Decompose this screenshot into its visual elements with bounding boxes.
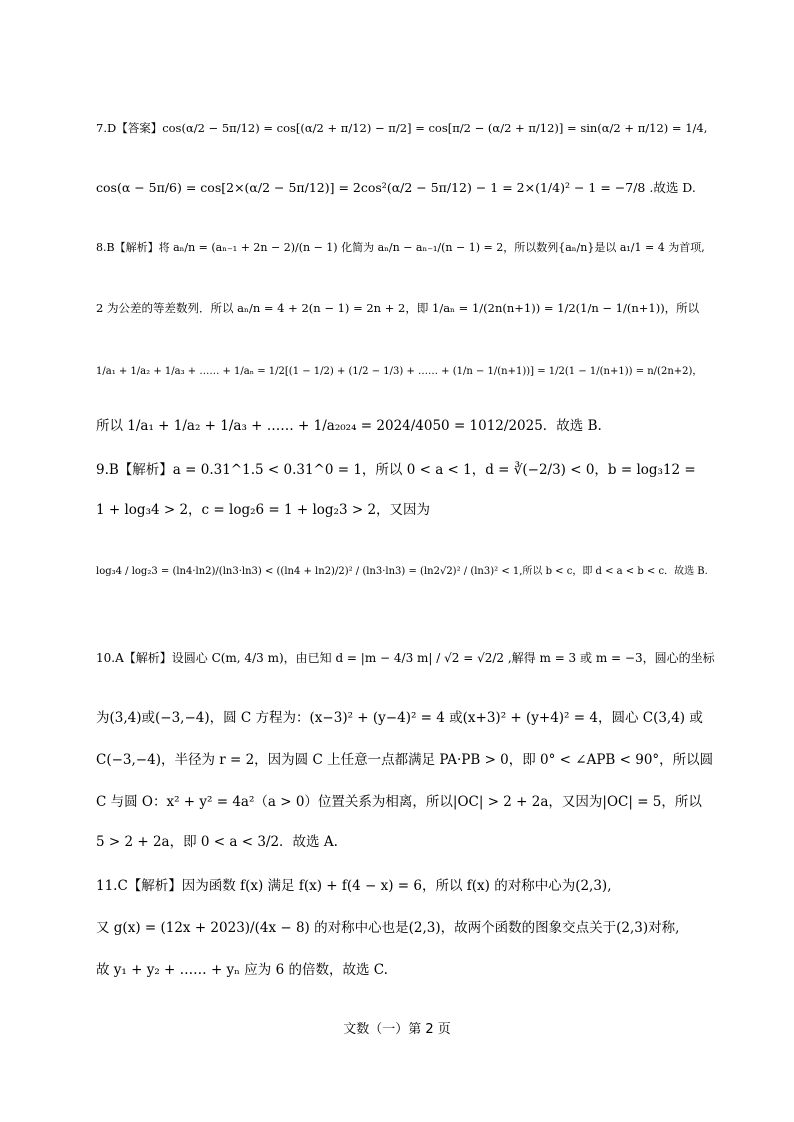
solution-7-line-2: cos(α − 5π/6) = cos[2×(α/2 − 5π/12)] = 2cos²(α/2 − 5π/12) − 1 = 2×(1/4)² − 1 = −7/8 .故选 D. [96,180,696,195]
solution-9-line-3: log₃4 / log₂3 = (ln4·ln2)/(ln3·ln3) < ((ln4 + ln2)/2)² / (ln3·ln3) = (ln2√2)² / (ln3)² < 1,所以 b < c，即 d < a < b < c．故选 B. [96,566,708,577]
solution-9-line-2: 1 + log₃4 > 2，c = log₂6 = 1 + log₂3 > 2，又因为 [96,502,431,518]
solution-9-line-1: 9.B【解析】a = 0.31^1.5 < 0.31^0 = 1，所以 0 < a < 1，d = ∛(−2/3) < 0，b = log₃12 = [96,462,696,478]
solution-8-line-1: 8.B【解析】将 aₙ/n = (aₙ₋₁ + 2n − 2)/(n − 1) 化简为 aₙ/n − aₙ₋₁/(n − 1) = 2，所以数列{aₙ/n}是以 a₁/1 = 4 为首项, [96,241,705,254]
solution-10-line-2: 为(3,4)或(−3,−4)，圆 C 方程为：(x−3)² + (y−4)² = 4 或(x+3)² + (y+4)² = 4，圆心 C(3,4) 或 [96,710,703,726]
solution-8-line-4: 所以 1/a₁ + 1/a₂ + 1/a₃ + …… + 1/a₂₀₂₄ = 2024/4050 = 1012/2025．故选 B. [96,418,602,434]
solution-10-line-3: C(−3,−4)，半径为 r = 2，因为圆 C 上任意一点都满足 PA·PB > 0，即 0° < ∠APB < 90°，所以圆 [96,752,714,768]
solution-10-line-4: C 与圆 O：x² + y² = 4a²（a > 0）位置关系为相离，所以|OC| > 2 + 2a，又因为|OC| = 5，所以 [96,794,702,810]
solution-11-line-3: 故 y₁ + y₂ + …… + yₙ 应为 6 的倍数，故选 C. [96,962,388,978]
page-footer: 文数（一）第 2 页 [343,1022,451,1037]
solution-11-line-1: 11.C【解析】因为函数 f(x) 满足 f(x) + f(4 − x) = 6，所以 f(x) 的对称中心为(2,3), [96,878,612,894]
solution-10-line-1: 10.A【解析】设圆心 C(m, 4/3 m)，由已知 d = |m − 4/3 m| / √2 = √2/2 ,解得 m = 3 或 m = −3，圆心的坐标 [96,651,715,665]
solution-11-line-2: 又 g(x) = (12x + 2023)/(4x − 8) 的对称中心也是(2,3)，故两个函数的图象交点关于(2,3)对称, [96,920,680,936]
solution-8-line-3: 1/a₁ + 1/a₂ + 1/a₃ + …… + 1/aₙ = 1/2[(1 − 1/2) + (1/2 − 1/3) + …… + (1/n − 1/(n+1))] = 1/2(1 − 1/(n+1)) = n/(2n+2)， [96,366,703,377]
solution-7-line-1: 7.D【答案】cos(α/2 − 5π/12) = cos[(α/2 + π/12) − π/2] = cos[π/2 − (α/2 + π/12)] = sin(α/2 + π/12) = 1/4, [96,121,708,135]
solution-8-line-2: 2 为公差的等差数列．所以 aₙ/n = 4 + 2(n − 1) = 2n + 2，即 1/aₙ = 1/(2n(n+1)) = 1/2(1/n − 1/(n+1))，所以 [96,301,700,315]
solution-10-line-5: 5 > 2 + 2a，即 0 < a < 3/2．故选 A. [96,834,338,850]
